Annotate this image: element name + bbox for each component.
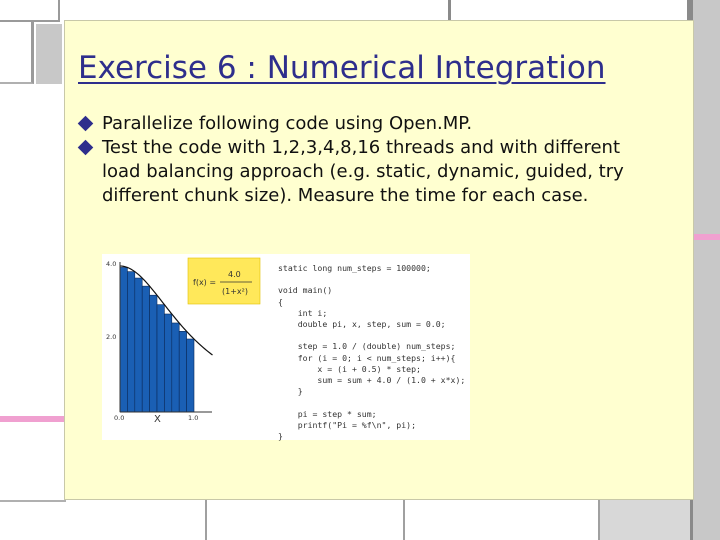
- frame-pink-accent-right: [693, 234, 720, 240]
- bullet-item: [78, 112, 658, 136]
- code-block: [278, 263, 465, 442]
- code-line: {: [278, 296, 283, 307]
- code-line: step = 1.0 / (double) num_steps;: [278, 341, 456, 352]
- code-line: double pi, x, step, sum = 0.0;: [278, 319, 446, 330]
- code-line: pi = step * sum;: [278, 408, 377, 419]
- code-line: int i;: [278, 307, 328, 318]
- integration-bar: [157, 305, 164, 412]
- bullet-item: [78, 136, 658, 208]
- integration-bar: [127, 272, 134, 412]
- formula-denominator: (1+x²): [222, 287, 248, 296]
- frame-bottom-right-box: [598, 500, 690, 540]
- integration-bar: [120, 267, 127, 412]
- diamond-bullet-icon: [78, 116, 94, 132]
- diamond-bullet-icon: [78, 140, 94, 156]
- code-line: x = (i + 0.5) * step;: [278, 363, 421, 374]
- integration-bar: [187, 339, 194, 412]
- formula-lhs: f(x) =: [193, 278, 217, 287]
- integration-bar: [135, 278, 142, 412]
- integration-chart: [102, 254, 278, 440]
- integration-bar: [172, 323, 179, 412]
- frame-pink-accent-left: [0, 416, 66, 422]
- integration-bar: [164, 314, 171, 412]
- frame-bottom-left-box: [0, 500, 66, 540]
- formula-numerator: 4.0: [228, 270, 241, 279]
- frame-left-gray-bar: [36, 24, 62, 84]
- code-line: sum = sum + 4.0 / (1.0 + x*x);: [278, 375, 466, 386]
- frame-right-column: [692, 0, 720, 540]
- integration-rectangles: [120, 267, 194, 412]
- x-axis-label: X: [154, 414, 161, 425]
- bullet-list: [78, 112, 658, 208]
- code-line: }: [278, 431, 283, 442]
- code-line: }: [278, 386, 303, 397]
- bullet-text: Parallelize following code using Open.MP.: [102, 113, 473, 134]
- code-line: static long num_steps = 100000;: [278, 263, 431, 273]
- code-line: void main(): [278, 285, 333, 296]
- integration-bar: [179, 331, 186, 412]
- y-tick-label: 4.0: [106, 260, 117, 268]
- y-tick-label: 2.0: [106, 333, 117, 341]
- bullet-text: Test the code with 1,2,3,4,8,16 threads and with different load balancing approach (e.g. static, dynamic, guided, try different chunk size). Measure the time for each case.: [102, 137, 624, 206]
- integration-bar: [142, 286, 149, 412]
- integration-bar: [150, 295, 157, 412]
- pi-integration-figure: [102, 254, 470, 440]
- x-tick-label: 0.0: [114, 414, 125, 422]
- slide-title: Exercise 6 : Numerical Integration: [78, 50, 606, 86]
- code-line: printf("Pi = %f\n", pi);: [278, 419, 417, 430]
- frame-top-left-box: [0, 0, 60, 22]
- frame-left-strip: [0, 22, 34, 84]
- code-line: for (i = 0; i < num_steps; i++){: [278, 352, 456, 363]
- x-tick-label: 1.0: [188, 414, 199, 422]
